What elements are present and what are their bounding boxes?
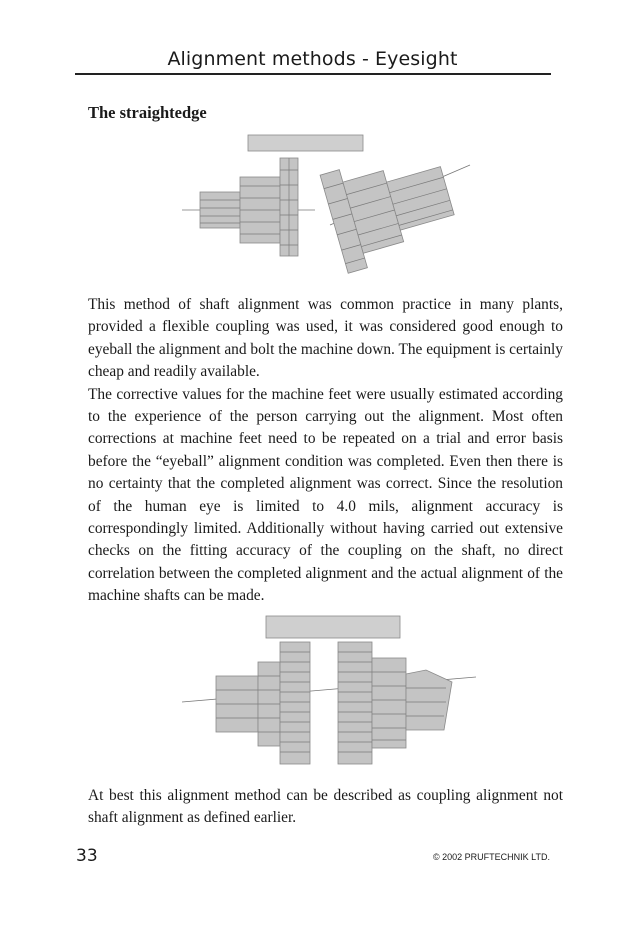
right-hub bbox=[372, 658, 406, 748]
paragraph-3: At best this alignment method can be described as coupling alignment not shaft alignment as defined earlier. bbox=[88, 787, 563, 827]
straightedge-bar bbox=[266, 616, 400, 638]
right-shaft bbox=[406, 670, 452, 730]
left-shaft bbox=[200, 192, 240, 228]
left-coupling-assembly bbox=[200, 158, 298, 256]
copyright-notice: © 2002 PRUFTECHNIK LTD. bbox=[433, 852, 550, 862]
paragraph-1: This method of shaft alignment was common practice in many plants, provided a flexible coupling was used, it was considered good enough to eyeball the alignment and bolt the machine down. The equipment is certainly cheap and readily available. bbox=[88, 296, 563, 381]
straightedge-aligned-figure bbox=[180, 612, 480, 772]
running-head-title: Alignment methods - Eyesight bbox=[167, 48, 458, 70]
paragraph-block-2 bbox=[88, 785, 563, 830]
paragraph-block-1 bbox=[88, 294, 563, 608]
right-flange bbox=[338, 642, 372, 764]
left-flange bbox=[280, 642, 310, 764]
page-number: 33 bbox=[76, 846, 98, 866]
header-rule bbox=[75, 73, 551, 75]
right-coupling-assembly bbox=[338, 642, 452, 764]
right-coupling-assembly bbox=[320, 143, 462, 274]
straightedge-bar bbox=[248, 135, 363, 151]
straightedge-misaligned-figure bbox=[180, 130, 480, 275]
section-title: The straightedge bbox=[88, 103, 207, 122]
paragraph-2: The corrective values for the machine feet were usually estimated according to the experience of the person carrying out the alignment. Most often corrections at machine feet need to be repeated on a trial and error basis before the “eyeball” alignment condition was completed. Even then there is no certainty that the completed alignment was correct. Since the resolution of the human eye is limited to 4.0 mils, alignment accuracy is correspondingly limited. Additionally without having carried out extensive checks on the fitting accuracy of the coupling on the shaft, no direct correlation between the completed alignment and the actual alignment of the machine shafts can be made. bbox=[88, 385, 563, 605]
left-coupling-assembly bbox=[216, 642, 310, 764]
